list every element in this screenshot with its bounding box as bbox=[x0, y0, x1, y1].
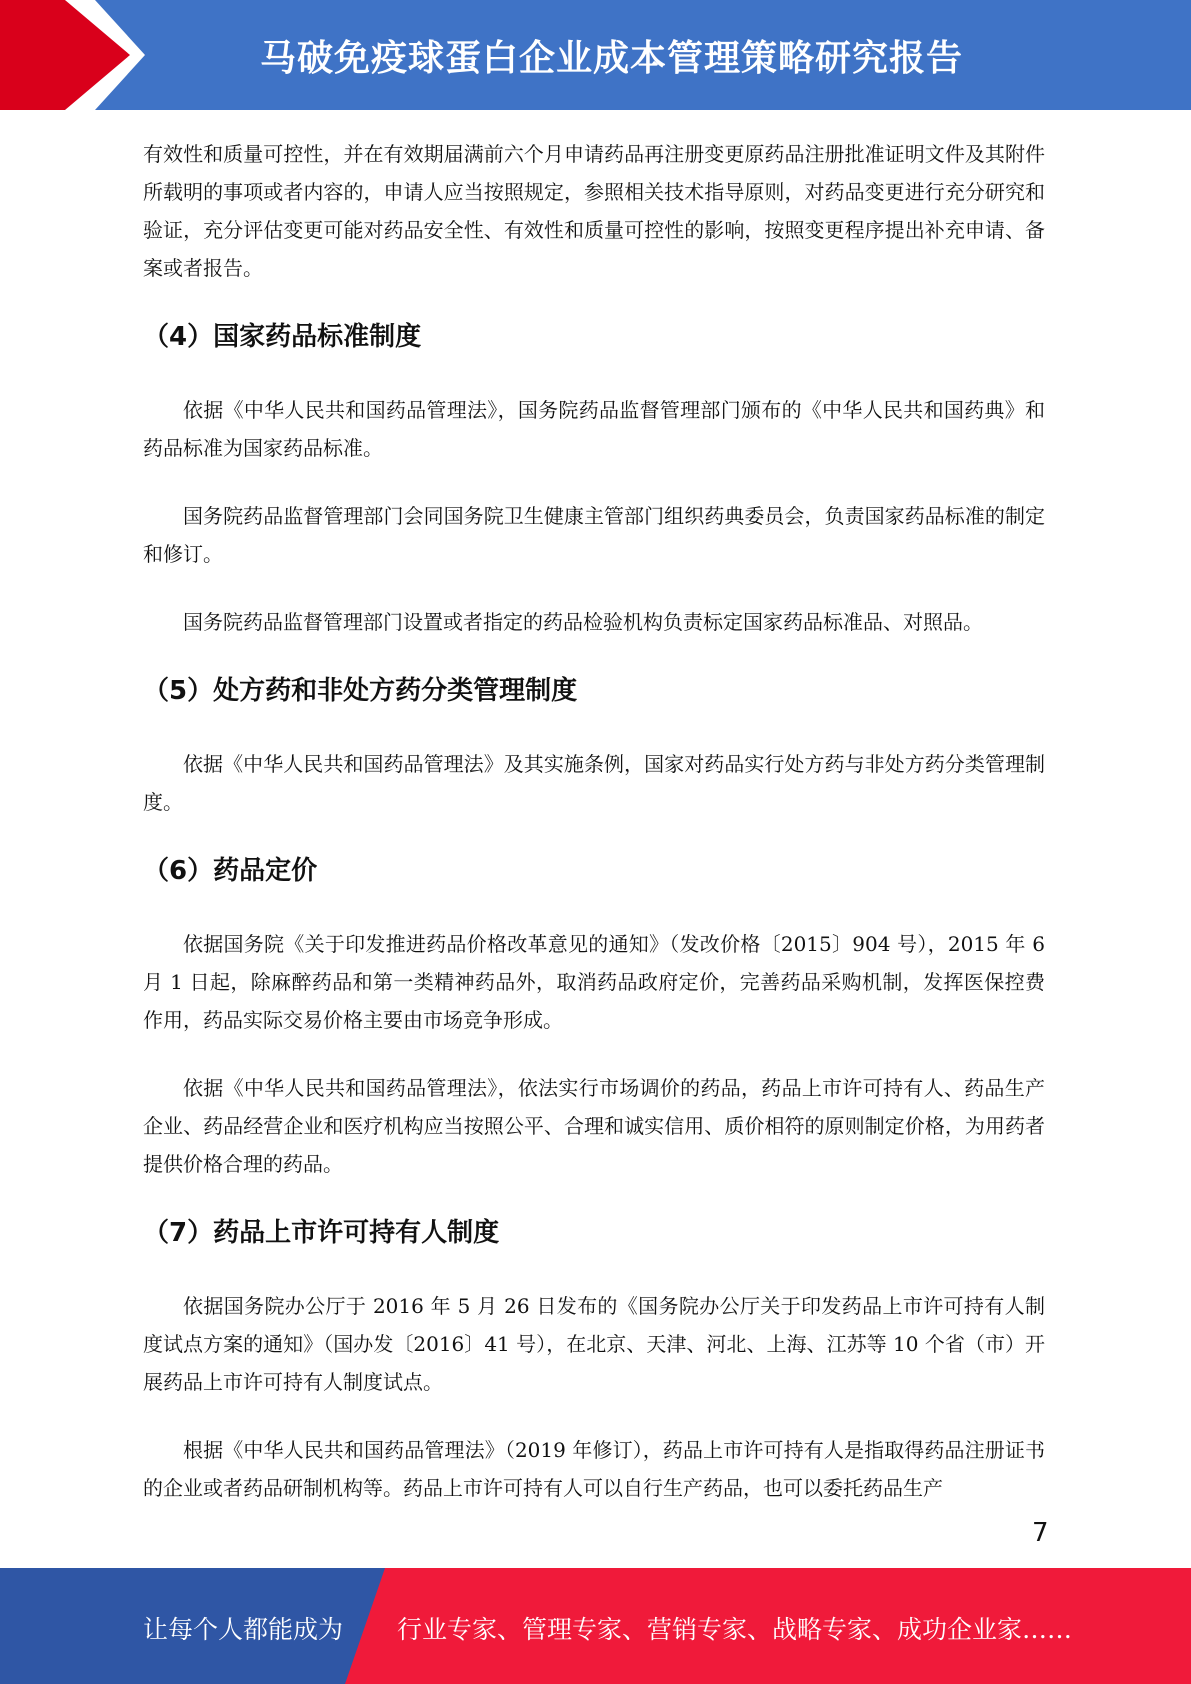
document-title: 马破免疫球蛋白企业成本管理策略研究报告 bbox=[260, 38, 964, 79]
document-body bbox=[143, 135, 1045, 1537]
footer-slogan-left: 让每个人都能成为 bbox=[143, 1615, 344, 1644]
section-5-paragraph-1: 依据《中华人民共和国药品管理法》及其实施条例，国家对药品实行处方药与非处方药分类管理制度。 bbox=[143, 752, 1045, 814]
intro-paragraph: 有效性和质量可控性，并在有效期届满前六个月申请药品再注册变更原药品注册批准证明文件及其附件所载明的事项或者内容的，申请人应当按照规定，参照相关技术指导原则，对药品变更进行充分研究和验证，充分评估变更可能对药品安全性、有效性和质量可控性的影响，按照变更程序提出补充申请、备案或者报告。 bbox=[143, 142, 1045, 280]
section-4-paragraph-2: 国务院药品监督管理部门会同国务院卫生健康主管部门组织药典委员会，负责国家药品标准的制定和修订。 bbox=[143, 504, 1045, 566]
section-6-paragraph-2: 依据《中华人民共和国药品管理法》，依法实行市场调价的药品，药品上市许可持有人、药品生产企业、药品经营企业和医疗机构应当按照公平、合理和诚实信用、质价相符的原则制定价格，为用药者提供价格合理的药品。 bbox=[143, 1076, 1045, 1176]
section-7-paragraph-1: 依据国务院办公厅于 2016 年 5 月 26 日发布的《国务院办公厅关于印发药品上市许可持有人制度试点方案的通知》（国办发〔2016〕41 号），在北京、天津、河北、上海、江苏等 10 个省（市）开展药品上市许可持有人制度试点。 bbox=[143, 1294, 1045, 1394]
section-heading-7: （7）药品上市许可持有人制度 bbox=[143, 1218, 500, 1248]
section-7-paragraph-2: 根据《中华人民共和国药品管理法》（2019 年修订），药品上市许可持有人是指取得药品注册证书的企业或者药品研制机构等。药品上市许可持有人可以自行生产药品，也可以委托药品生产 bbox=[143, 1438, 1045, 1500]
section-heading-4: （4）国家药品标准制度 bbox=[143, 322, 422, 352]
page-number: 7 bbox=[1032, 1518, 1049, 1548]
footer-slogan-right: 行业专家、管理专家、营销专家、战略专家、成功企业家…… bbox=[397, 1615, 1073, 1644]
section-heading-6: （6）药品定价 bbox=[143, 856, 318, 886]
section-4-paragraph-3: 国务院药品监督管理部门设置或者指定的药品检验机构负责标定国家药品标准品、对照品。 bbox=[183, 610, 983, 634]
section-4-paragraph-1: 依据《中华人民共和国药品管理法》，国务院药品监督管理部门颁布的《中华人民共和国药典》和药品标准为国家药品标准。 bbox=[143, 398, 1045, 460]
page-footer bbox=[0, 1568, 1191, 1684]
section-heading-5: （5）处方药和非处方药分类管理制度 bbox=[143, 676, 578, 706]
page-header bbox=[0, 0, 1191, 110]
section-6-paragraph-1: 依据国务院《关于印发推进药品价格改革意见的通知》（发改价格〔2015〕904 号），2015 年 6 月 1 日起，除麻醉药品和第一类精神药品外，取消药品政府定价，完善药品采购机制，发挥医保控费作用，药品实际交易价格主要由市场竞争形成。 bbox=[143, 932, 1045, 1032]
